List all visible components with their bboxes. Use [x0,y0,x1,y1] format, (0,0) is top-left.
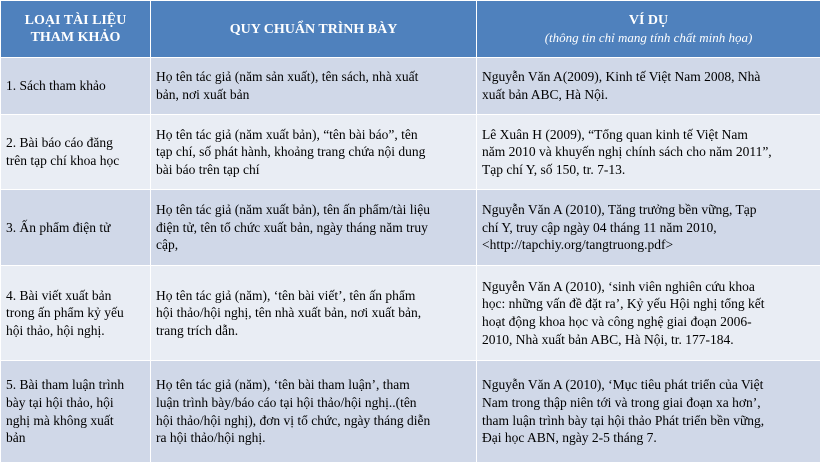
cell-example: Lê Xuân H (2009), “Tổng quan kinh tế Việt Nam năm 2010 và khuyến nghị chính sách cho năm 2011”, Tạp chí Y, số 150, tr. 7-13. [477,115,820,190]
table-row [1,115,820,190]
cell-example: Nguyễn Văn A(2009), Kinh tế Việt Nam 2008, Nhà xuất bản ABC, Hà Nội. [477,58,820,115]
table-row [1,190,820,266]
header-format-rule: QUY CHUẨN TRÌNH BÀY [151,1,477,58]
cell-document-type: 4. Bài viết xuất bản trong ấn phẩm kỷ yếu hội thảo, hội nghị. [1,266,151,361]
table-row [1,361,820,463]
table-row [1,58,820,115]
cell-document-type: 5. Bài tham luận trình bày tại hội thảo, hội nghị mà không xuất bản [1,361,151,463]
header-example-title: VÍ DỤ [629,13,668,28]
header-document-type: LOẠI TÀI LIỆU THAM KHẢO [1,1,151,58]
header-example-note: (thông tin chỉ mang tính chất minh họa) [481,29,816,46]
header-example [477,1,820,58]
cell-format-rule: Họ tên tác giả (năm xuất bản), “tên bài báo”, tên tạp chí, số phát hành, khoảng trang chứa nội dung bài báo trên tạp chí [151,115,477,190]
cell-example: Nguyễn Văn A (2010), ‘Mục tiêu phát triển của Việt Nam trong thập niên tới và trong giai đoạn xa hơn’, tham luận trình bày tại hội thảo Phát triển bền vững, Đại học ABN, ngày 2-5 tháng 7. [477,361,820,463]
cell-format-rule: Họ tên tác giả (năm xuất bản), tên ấn phẩm/tài liệu điện tử, tên tổ chức xuất bản, ngày tháng năm truy cập, [151,190,477,266]
header-row [1,1,820,58]
cell-example: Nguyễn Văn A (2010), Tăng trưởng bền vững, Tạp chí Y, truy cập ngày 04 tháng 11 năm 2010, <http://tapchiy.org/tangtruong.pdf> [477,190,820,266]
cell-example: Nguyễn Văn A (2010), ‘sinh viên nghiên cứu khoa học: những vấn đề đặt ra’, Kỷ yếu Hội nghị tổng kết hoạt động khoa học và công nghệ giai đoạn 2006- 2010, Nhà xuất bản ABC, Hà Nội, tr. 177-184. [477,266,820,361]
cell-format-rule: Họ tên tác giả (năm sản xuất), tên sách, nhà xuất bản, nơi xuất bản [151,58,477,115]
cell-format-rule: Họ tên tác giả (năm), ‘tên bài tham luận’, tham luận trình bày/báo cáo tại hội thảo/hội nghị..(tên hội thảo/hội nghị), đơn vị tổ chức, ngày tháng diễn ra hội thảo/hội nghị. [151,361,477,463]
cell-document-type: 2. Bài báo cáo đăng trên tạp chí khoa học [1,115,151,190]
table-row [1,266,820,361]
cell-document-type: 1. Sách tham khảo [1,58,151,115]
cell-document-type: 3. Ấn phẩm điện tử [1,190,151,266]
cell-format-rule: Họ tên tác giả (năm), ‘tên bài viết’, tên ấn phẩm hội thảo/hội nghị, tên nhà xuất bản, nơi xuất bản, trang trích dẫn. [151,266,477,361]
